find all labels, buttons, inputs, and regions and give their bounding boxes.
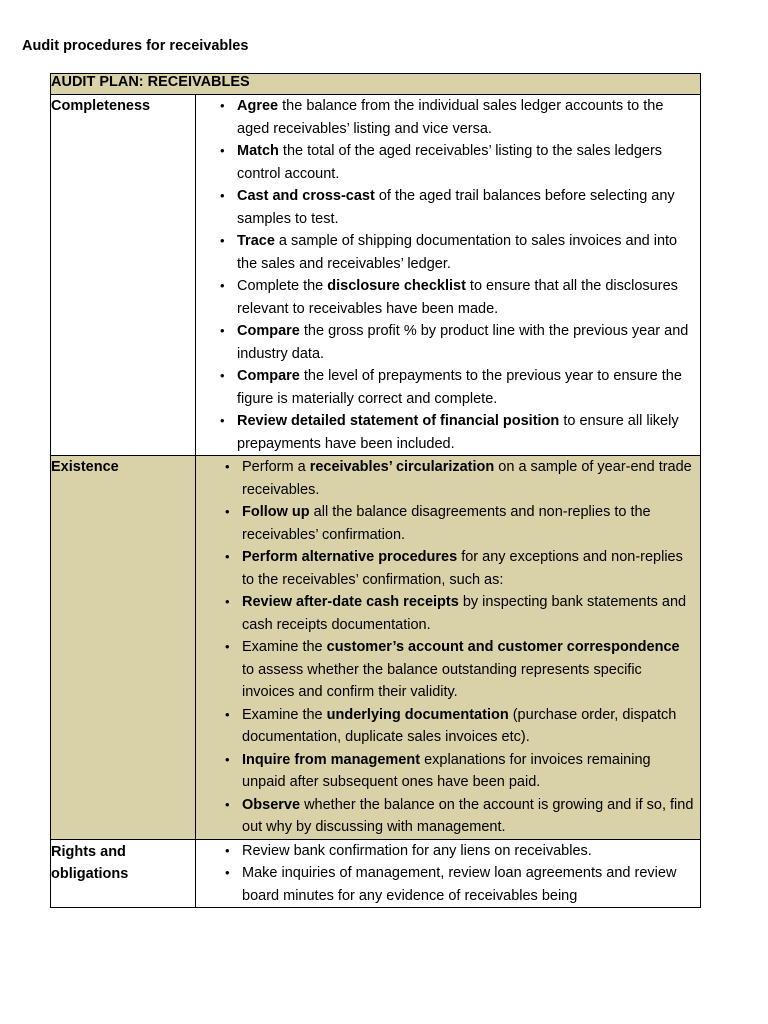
row-items-completeness — [196, 95, 701, 456]
procedure-list — [196, 95, 700, 455]
bullet-icon: • — [220, 278, 225, 293]
item-text: for any exceptions and non-replies to the receivables’ confirmation, such as: — [242, 549, 683, 588]
row-label-rights-obligations — [51, 839, 196, 908]
list-item — [196, 749, 700, 794]
bullet-icon: • — [225, 751, 230, 767]
bullet-icon: • — [225, 706, 230, 722]
item-text-lead: Perform a — [242, 459, 310, 475]
list-item — [196, 456, 700, 501]
bullet-icon: • — [220, 413, 225, 428]
item-text: (purchase order, dispatch documentation, duplicate sales invoices etc). — [242, 706, 677, 745]
list-item — [196, 320, 700, 365]
item-keyword: Compare — [237, 323, 300, 339]
bullet-icon: • — [225, 459, 230, 474]
item-text: to ensure that all the disclosures relevant to receivables have been made. — [237, 278, 678, 317]
item-text: the total of the aged receivables’ listing to the sales ledgers control account. — [237, 143, 663, 182]
row-label-existence — [51, 456, 196, 840]
item-keyword: Follow up — [242, 504, 310, 520]
item-keyword: Observe — [242, 796, 301, 813]
list-item — [196, 794, 700, 839]
item-keyword: Review detailed statement of financial position — [237, 413, 560, 429]
row-completeness — [51, 95, 701, 456]
item-text: of the aged trail balances before selecting any samples to test. — [237, 188, 675, 227]
table-header: AUDIT PLAN: RECEIVABLES — [51, 74, 701, 95]
row-items-existence — [196, 456, 701, 840]
list-item — [196, 501, 700, 546]
item-keyword: disclosure checklist — [327, 278, 466, 294]
bullet-icon: • — [225, 842, 230, 858]
list-item — [196, 95, 700, 140]
bullet-icon: • — [220, 98, 225, 113]
item-keyword: Perform alternative procedures — [242, 549, 458, 565]
procedure-list — [196, 840, 700, 908]
bullet-icon: • — [220, 233, 225, 248]
list-item — [196, 704, 700, 749]
list-item — [196, 230, 700, 275]
list-item — [196, 546, 700, 591]
bullet-icon: • — [225, 796, 230, 812]
item-text: to assess whether the balance outstanding represents specific invoices and confirm their validity. — [242, 661, 642, 700]
row-rights-obligations — [51, 839, 701, 908]
list-item — [196, 185, 700, 230]
item-keyword: Cast and cross-cast — [237, 188, 375, 204]
item-keyword: underlying documentation — [326, 706, 509, 723]
list-item — [196, 840, 700, 863]
item-keyword: Agree — [237, 98, 279, 114]
audit-plan-table — [50, 73, 701, 908]
row-items-rights-obligations — [196, 839, 701, 908]
item-keyword: Trace — [237, 233, 275, 249]
table-header-row — [51, 74, 701, 95]
item-text: explanations for invoices remaining unpaid after subsequent ones have been paid. — [242, 751, 651, 790]
row-label-text: Rights and obligations — [51, 843, 129, 882]
bullet-icon: • — [225, 549, 230, 564]
item-text-lead: Review bank confirmation for any liens on receivables. — [242, 842, 592, 859]
bullet-icon: • — [225, 594, 230, 609]
item-text-lead: Examine the — [242, 706, 327, 723]
item-text: whether the balance on the account is growing and if so, find out why by discussing with management. — [242, 796, 694, 835]
item-keyword: customer’s account and customer correspondence — [326, 639, 680, 655]
list-item — [196, 591, 700, 636]
page-title: Audit procedures for receivables — [22, 38, 249, 54]
item-text: by inspecting bank statements and cash receipts documentation. — [242, 594, 687, 633]
item-text: the level of prepayments to the previous year to ensure the figure is materially correct and complete. — [237, 368, 682, 407]
bullet-icon: • — [225, 865, 230, 880]
item-keyword: receivables’ circularization — [309, 459, 495, 475]
item-text-lead: Complete the — [237, 278, 328, 294]
item-keyword: Review after-date cash receipts — [242, 594, 459, 610]
item-text: all the balance disagreements and non-replies to the receivables’ confirmation. — [242, 504, 651, 543]
bullet-icon: • — [220, 368, 225, 383]
list-item — [196, 862, 700, 907]
row-label-text: Completeness — [51, 98, 151, 114]
row-label-completeness — [51, 95, 196, 456]
item-keyword: Inquire from management — [242, 751, 421, 768]
list-item — [196, 140, 700, 185]
list-item — [196, 636, 700, 704]
bullet-icon: • — [220, 188, 225, 203]
list-item — [196, 410, 700, 455]
procedure-list — [196, 456, 700, 839]
row-existence — [51, 456, 701, 840]
item-text: on a sample of year-end trade receivables. — [242, 459, 692, 498]
item-keyword: Compare — [237, 368, 300, 384]
item-text: to ensure all likely prepayments have been included. — [237, 413, 679, 452]
item-text-lead: Make inquiries of management, review loan agreements and review board minutes for any evidence of receivables being — [242, 865, 677, 904]
item-text: the balance from the individual sales ledger accounts to the aged receivables’ listing and vice versa. — [237, 98, 664, 137]
bullet-icon: • — [225, 504, 230, 519]
item-keyword: Match — [237, 143, 279, 159]
bullet-icon: • — [220, 323, 225, 338]
bullet-icon: • — [220, 143, 225, 158]
list-item — [196, 275, 700, 320]
item-text-lead: Examine the — [242, 639, 327, 655]
list-item — [196, 365, 700, 410]
item-text: a sample of shipping documentation to sales invoices and into the sales and receivables’ ledger. — [237, 233, 678, 272]
item-text: the gross profit % by product line with the previous year and industry data. — [237, 323, 689, 362]
bullet-icon: • — [225, 639, 230, 654]
row-label-text: Existence — [51, 459, 119, 475]
